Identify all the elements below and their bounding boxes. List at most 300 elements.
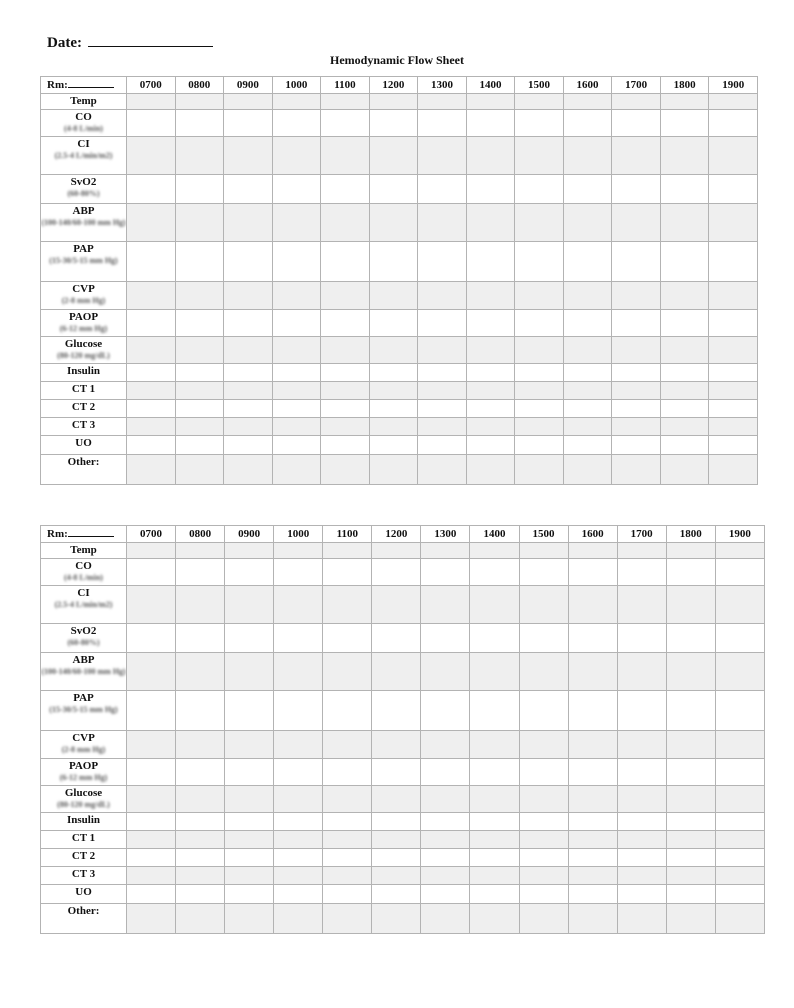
entry-cell[interactable] — [372, 831, 421, 849]
entry-cell[interactable] — [617, 653, 666, 691]
entry-cell[interactable] — [369, 310, 418, 337]
entry-cell[interactable] — [666, 867, 715, 885]
entry-cell[interactable] — [323, 731, 372, 759]
entry-cell[interactable] — [274, 586, 323, 624]
entry-cell[interactable] — [563, 400, 612, 418]
entry-cell[interactable] — [175, 94, 224, 110]
entry-cell[interactable] — [127, 455, 176, 485]
entry-cell[interactable] — [612, 282, 661, 310]
entry-cell[interactable] — [369, 337, 418, 364]
entry-cell[interactable] — [369, 364, 418, 382]
entry-cell[interactable] — [372, 691, 421, 731]
entry-cell[interactable] — [225, 867, 274, 885]
entry-cell[interactable] — [225, 759, 274, 786]
entry-cell[interactable] — [127, 418, 176, 436]
entry-cell[interactable] — [568, 543, 617, 559]
entry-cell[interactable] — [421, 867, 470, 885]
entry-cell[interactable] — [715, 885, 764, 904]
entry-cell[interactable] — [224, 204, 273, 242]
entry-cell[interactable] — [660, 282, 709, 310]
entry-cell[interactable] — [715, 559, 764, 586]
entry-cell[interactable] — [225, 885, 274, 904]
entry-cell[interactable] — [666, 624, 715, 653]
entry-cell[interactable] — [666, 731, 715, 759]
entry-cell[interactable] — [225, 586, 274, 624]
entry-cell[interactable] — [709, 418, 758, 436]
entry-cell[interactable] — [568, 731, 617, 759]
entry-cell[interactable] — [515, 310, 564, 337]
date-blank-line[interactable] — [88, 34, 213, 47]
entry-cell[interactable] — [715, 731, 764, 759]
entry-cell[interactable] — [225, 653, 274, 691]
entry-cell[interactable] — [321, 175, 370, 204]
entry-cell[interactable] — [127, 731, 176, 759]
entry-cell[interactable] — [612, 400, 661, 418]
entry-cell[interactable] — [709, 337, 758, 364]
entry-cell[interactable] — [568, 759, 617, 786]
entry-cell[interactable] — [470, 759, 519, 786]
entry-cell[interactable] — [568, 867, 617, 885]
entry-cell[interactable] — [470, 691, 519, 731]
entry-cell[interactable] — [709, 282, 758, 310]
entry-cell[interactable] — [666, 813, 715, 831]
entry-cell[interactable] — [323, 831, 372, 849]
entry-cell[interactable] — [421, 759, 470, 786]
entry-cell[interactable] — [660, 310, 709, 337]
entry-cell[interactable] — [321, 364, 370, 382]
entry-cell[interactable] — [470, 904, 519, 934]
entry-cell[interactable] — [175, 282, 224, 310]
entry-cell[interactable] — [563, 137, 612, 175]
entry-cell[interactable] — [519, 586, 568, 624]
entry-cell[interactable] — [563, 204, 612, 242]
entry-cell[interactable] — [224, 364, 273, 382]
entry-cell[interactable] — [418, 175, 467, 204]
entry-cell[interactable] — [515, 242, 564, 282]
entry-cell[interactable] — [323, 759, 372, 786]
entry-cell[interactable] — [321, 282, 370, 310]
entry-cell[interactable] — [323, 885, 372, 904]
entry-cell[interactable] — [466, 110, 515, 137]
entry-cell[interactable] — [568, 691, 617, 731]
entry-cell[interactable] — [127, 400, 176, 418]
entry-cell[interactable] — [369, 242, 418, 282]
entry-cell[interactable] — [127, 242, 176, 282]
entry-cell[interactable] — [127, 904, 176, 934]
entry-cell[interactable] — [612, 337, 661, 364]
entry-cell[interactable] — [563, 418, 612, 436]
entry-cell[interactable] — [617, 849, 666, 867]
entry-cell[interactable] — [127, 691, 176, 731]
entry-cell[interactable] — [323, 813, 372, 831]
entry-cell[interactable] — [515, 400, 564, 418]
entry-cell[interactable] — [515, 94, 564, 110]
entry-cell[interactable] — [515, 175, 564, 204]
entry-cell[interactable] — [372, 867, 421, 885]
entry-cell[interactable] — [709, 436, 758, 455]
entry-cell[interactable] — [272, 337, 321, 364]
entry-cell[interactable] — [519, 559, 568, 586]
entry-cell[interactable] — [660, 137, 709, 175]
entry-cell[interactable] — [369, 455, 418, 485]
entry-cell[interactable] — [421, 849, 470, 867]
entry-cell[interactable] — [274, 653, 323, 691]
entry-cell[interactable] — [321, 382, 370, 400]
entry-cell[interactable] — [563, 175, 612, 204]
entry-cell[interactable] — [715, 691, 764, 731]
entry-cell[interactable] — [563, 436, 612, 455]
entry-cell[interactable] — [421, 786, 470, 813]
entry-cell[interactable] — [421, 691, 470, 731]
entry-cell[interactable] — [515, 137, 564, 175]
entry-cell[interactable] — [466, 436, 515, 455]
entry-cell[interactable] — [127, 310, 176, 337]
entry-cell[interactable] — [421, 559, 470, 586]
entry-cell[interactable] — [666, 786, 715, 813]
entry-cell[interactable] — [617, 543, 666, 559]
entry-cell[interactable] — [369, 400, 418, 418]
entry-cell[interactable] — [176, 586, 225, 624]
entry-cell[interactable] — [709, 175, 758, 204]
entry-cell[interactable] — [470, 653, 519, 691]
entry-cell[interactable] — [225, 813, 274, 831]
entry-cell[interactable] — [660, 110, 709, 137]
entry-cell[interactable] — [175, 310, 224, 337]
entry-cell[interactable] — [321, 436, 370, 455]
entry-cell[interactable] — [272, 310, 321, 337]
entry-cell[interactable] — [176, 731, 225, 759]
entry-cell[interactable] — [127, 204, 176, 242]
entry-cell[interactable] — [666, 543, 715, 559]
entry-cell[interactable] — [617, 867, 666, 885]
entry-cell[interactable] — [617, 691, 666, 731]
entry-cell[interactable] — [175, 436, 224, 455]
entry-cell[interactable] — [272, 204, 321, 242]
entry-cell[interactable] — [369, 110, 418, 137]
entry-cell[interactable] — [175, 204, 224, 242]
entry-cell[interactable] — [421, 731, 470, 759]
entry-cell[interactable] — [666, 586, 715, 624]
entry-cell[interactable] — [418, 337, 467, 364]
entry-cell[interactable] — [563, 110, 612, 137]
entry-cell[interactable] — [127, 282, 176, 310]
entry-cell[interactable] — [323, 624, 372, 653]
entry-cell[interactable] — [175, 455, 224, 485]
entry-cell[interactable] — [519, 867, 568, 885]
entry-cell[interactable] — [612, 242, 661, 282]
entry-cell[interactable] — [127, 364, 176, 382]
entry-cell[interactable] — [418, 436, 467, 455]
entry-cell[interactable] — [321, 137, 370, 175]
entry-cell[interactable] — [323, 904, 372, 934]
entry-cell[interactable] — [466, 242, 515, 282]
entry-cell[interactable] — [666, 759, 715, 786]
room-blank-line[interactable] — [68, 78, 114, 88]
entry-cell[interactable] — [519, 691, 568, 731]
entry-cell[interactable] — [274, 786, 323, 813]
entry-cell[interactable] — [369, 436, 418, 455]
entry-cell[interactable] — [666, 559, 715, 586]
entry-cell[interactable] — [272, 282, 321, 310]
entry-cell[interactable] — [127, 337, 176, 364]
entry-cell[interactable] — [612, 94, 661, 110]
entry-cell[interactable] — [519, 543, 568, 559]
entry-cell[interactable] — [612, 175, 661, 204]
entry-cell[interactable] — [418, 242, 467, 282]
entry-cell[interactable] — [175, 337, 224, 364]
entry-cell[interactable] — [466, 364, 515, 382]
entry-cell[interactable] — [418, 94, 467, 110]
entry-cell[interactable] — [176, 543, 225, 559]
entry-cell[interactable] — [225, 731, 274, 759]
entry-cell[interactable] — [176, 813, 225, 831]
entry-cell[interactable] — [709, 94, 758, 110]
entry-cell[interactable] — [709, 310, 758, 337]
entry-cell[interactable] — [323, 653, 372, 691]
entry-cell[interactable] — [421, 586, 470, 624]
entry-cell[interactable] — [176, 904, 225, 934]
entry-cell[interactable] — [617, 759, 666, 786]
entry-cell[interactable] — [272, 110, 321, 137]
entry-cell[interactable] — [612, 310, 661, 337]
entry-cell[interactable] — [519, 813, 568, 831]
entry-cell[interactable] — [568, 831, 617, 849]
entry-cell[interactable] — [519, 759, 568, 786]
entry-cell[interactable] — [421, 904, 470, 934]
entry-cell[interactable] — [272, 364, 321, 382]
entry-cell[interactable] — [715, 867, 764, 885]
entry-cell[interactable] — [519, 653, 568, 691]
entry-cell[interactable] — [127, 867, 176, 885]
entry-cell[interactable] — [617, 731, 666, 759]
entry-cell[interactable] — [175, 242, 224, 282]
entry-cell[interactable] — [372, 586, 421, 624]
entry-cell[interactable] — [274, 849, 323, 867]
entry-cell[interactable] — [127, 543, 176, 559]
entry-cell[interactable] — [175, 400, 224, 418]
entry-cell[interactable] — [274, 831, 323, 849]
entry-cell[interactable] — [372, 849, 421, 867]
entry-cell[interactable] — [715, 759, 764, 786]
entry-cell[interactable] — [323, 586, 372, 624]
entry-cell[interactable] — [515, 418, 564, 436]
entry-cell[interactable] — [515, 364, 564, 382]
entry-cell[interactable] — [715, 849, 764, 867]
entry-cell[interactable] — [369, 282, 418, 310]
entry-cell[interactable] — [660, 400, 709, 418]
entry-cell[interactable] — [466, 400, 515, 418]
entry-cell[interactable] — [176, 691, 225, 731]
entry-cell[interactable] — [323, 559, 372, 586]
entry-cell[interactable] — [418, 204, 467, 242]
entry-cell[interactable] — [369, 204, 418, 242]
entry-cell[interactable] — [563, 337, 612, 364]
entry-cell[interactable] — [176, 759, 225, 786]
entry-cell[interactable] — [612, 137, 661, 175]
entry-cell[interactable] — [225, 624, 274, 653]
entry-cell[interactable] — [470, 731, 519, 759]
entry-cell[interactable] — [563, 310, 612, 337]
entry-cell[interactable] — [666, 691, 715, 731]
entry-cell[interactable] — [272, 94, 321, 110]
entry-cell[interactable] — [127, 849, 176, 867]
entry-cell[interactable] — [225, 559, 274, 586]
entry-cell[interactable] — [225, 831, 274, 849]
entry-cell[interactable] — [175, 110, 224, 137]
entry-cell[interactable] — [612, 204, 661, 242]
entry-cell[interactable] — [470, 543, 519, 559]
entry-cell[interactable] — [519, 904, 568, 934]
entry-cell[interactable] — [372, 904, 421, 934]
entry-cell[interactable] — [421, 831, 470, 849]
entry-cell[interactable] — [175, 175, 224, 204]
entry-cell[interactable] — [418, 418, 467, 436]
entry-cell[interactable] — [418, 455, 467, 485]
entry-cell[interactable] — [660, 418, 709, 436]
entry-cell[interactable] — [466, 455, 515, 485]
entry-cell[interactable] — [470, 831, 519, 849]
entry-cell[interactable] — [421, 543, 470, 559]
entry-cell[interactable] — [515, 282, 564, 310]
entry-cell[interactable] — [418, 400, 467, 418]
entry-cell[interactable] — [515, 436, 564, 455]
entry-cell[interactable] — [272, 382, 321, 400]
entry-cell[interactable] — [617, 813, 666, 831]
entry-cell[interactable] — [563, 282, 612, 310]
entry-cell[interactable] — [176, 831, 225, 849]
entry-cell[interactable] — [225, 904, 274, 934]
entry-cell[interactable] — [224, 400, 273, 418]
entry-cell[interactable] — [272, 455, 321, 485]
entry-cell[interactable] — [372, 759, 421, 786]
entry-cell[interactable] — [470, 559, 519, 586]
entry-cell[interactable] — [127, 653, 176, 691]
entry-cell[interactable] — [466, 310, 515, 337]
entry-cell[interactable] — [660, 204, 709, 242]
entry-cell[interactable] — [519, 786, 568, 813]
entry-cell[interactable] — [274, 867, 323, 885]
entry-cell[interactable] — [224, 282, 273, 310]
entry-cell[interactable] — [224, 310, 273, 337]
entry-cell[interactable] — [666, 653, 715, 691]
entry-cell[interactable] — [515, 455, 564, 485]
entry-cell[interactable] — [274, 885, 323, 904]
entry-cell[interactable] — [321, 110, 370, 137]
entry-cell[interactable] — [466, 282, 515, 310]
entry-cell[interactable] — [563, 455, 612, 485]
entry-cell[interactable] — [709, 382, 758, 400]
entry-cell[interactable] — [715, 624, 764, 653]
entry-cell[interactable] — [224, 137, 273, 175]
entry-cell[interactable] — [709, 455, 758, 485]
entry-cell[interactable] — [127, 759, 176, 786]
entry-cell[interactable] — [715, 831, 764, 849]
entry-cell[interactable] — [563, 94, 612, 110]
entry-cell[interactable] — [418, 382, 467, 400]
entry-cell[interactable] — [127, 831, 176, 849]
entry-cell[interactable] — [612, 364, 661, 382]
entry-cell[interactable] — [369, 175, 418, 204]
entry-cell[interactable] — [224, 337, 273, 364]
entry-cell[interactable] — [612, 418, 661, 436]
entry-cell[interactable] — [568, 849, 617, 867]
entry-cell[interactable] — [224, 382, 273, 400]
entry-cell[interactable] — [127, 436, 176, 455]
entry-cell[interactable] — [519, 849, 568, 867]
entry-cell[interactable] — [709, 110, 758, 137]
entry-cell[interactable] — [470, 624, 519, 653]
entry-cell[interactable] — [568, 653, 617, 691]
entry-cell[interactable] — [321, 94, 370, 110]
entry-cell[interactable] — [515, 110, 564, 137]
room-blank-line[interactable] — [68, 527, 114, 537]
entry-cell[interactable] — [274, 904, 323, 934]
entry-cell[interactable] — [418, 310, 467, 337]
entry-cell[interactable] — [612, 436, 661, 455]
entry-cell[interactable] — [563, 364, 612, 382]
entry-cell[interactable] — [612, 110, 661, 137]
entry-cell[interactable] — [563, 242, 612, 282]
entry-cell[interactable] — [372, 885, 421, 904]
entry-cell[interactable] — [274, 543, 323, 559]
entry-cell[interactable] — [568, 904, 617, 934]
entry-cell[interactable] — [709, 137, 758, 175]
entry-cell[interactable] — [372, 624, 421, 653]
entry-cell[interactable] — [466, 175, 515, 204]
entry-cell[interactable] — [421, 813, 470, 831]
entry-cell[interactable] — [369, 94, 418, 110]
entry-cell[interactable] — [418, 137, 467, 175]
entry-cell[interactable] — [176, 867, 225, 885]
entry-cell[interactable] — [225, 786, 274, 813]
room-field[interactable] — [41, 526, 127, 543]
entry-cell[interactable] — [568, 624, 617, 653]
entry-cell[interactable] — [274, 813, 323, 831]
entry-cell[interactable] — [617, 559, 666, 586]
entry-cell[interactable] — [660, 242, 709, 282]
entry-cell[interactable] — [660, 364, 709, 382]
entry-cell[interactable] — [470, 885, 519, 904]
entry-cell[interactable] — [666, 904, 715, 934]
entry-cell[interactable] — [418, 364, 467, 382]
entry-cell[interactable] — [617, 624, 666, 653]
entry-cell[interactable] — [418, 110, 467, 137]
entry-cell[interactable] — [272, 242, 321, 282]
entry-cell[interactable] — [127, 586, 176, 624]
entry-cell[interactable] — [175, 137, 224, 175]
entry-cell[interactable] — [617, 786, 666, 813]
entry-cell[interactable] — [715, 653, 764, 691]
entry-cell[interactable] — [568, 813, 617, 831]
entry-cell[interactable] — [321, 455, 370, 485]
entry-cell[interactable] — [612, 382, 661, 400]
entry-cell[interactable] — [176, 624, 225, 653]
entry-cell[interactable] — [321, 400, 370, 418]
entry-cell[interactable] — [224, 242, 273, 282]
entry-cell[interactable] — [515, 204, 564, 242]
entry-cell[interactable] — [617, 586, 666, 624]
entry-cell[interactable] — [709, 364, 758, 382]
entry-cell[interactable] — [321, 337, 370, 364]
entry-cell[interactable] — [127, 885, 176, 904]
entry-cell[interactable] — [224, 175, 273, 204]
entry-cell[interactable] — [224, 94, 273, 110]
entry-cell[interactable] — [175, 364, 224, 382]
entry-cell[interactable] — [466, 94, 515, 110]
entry-cell[interactable] — [666, 885, 715, 904]
entry-cell[interactable] — [127, 94, 176, 110]
room-field[interactable] — [41, 77, 127, 94]
